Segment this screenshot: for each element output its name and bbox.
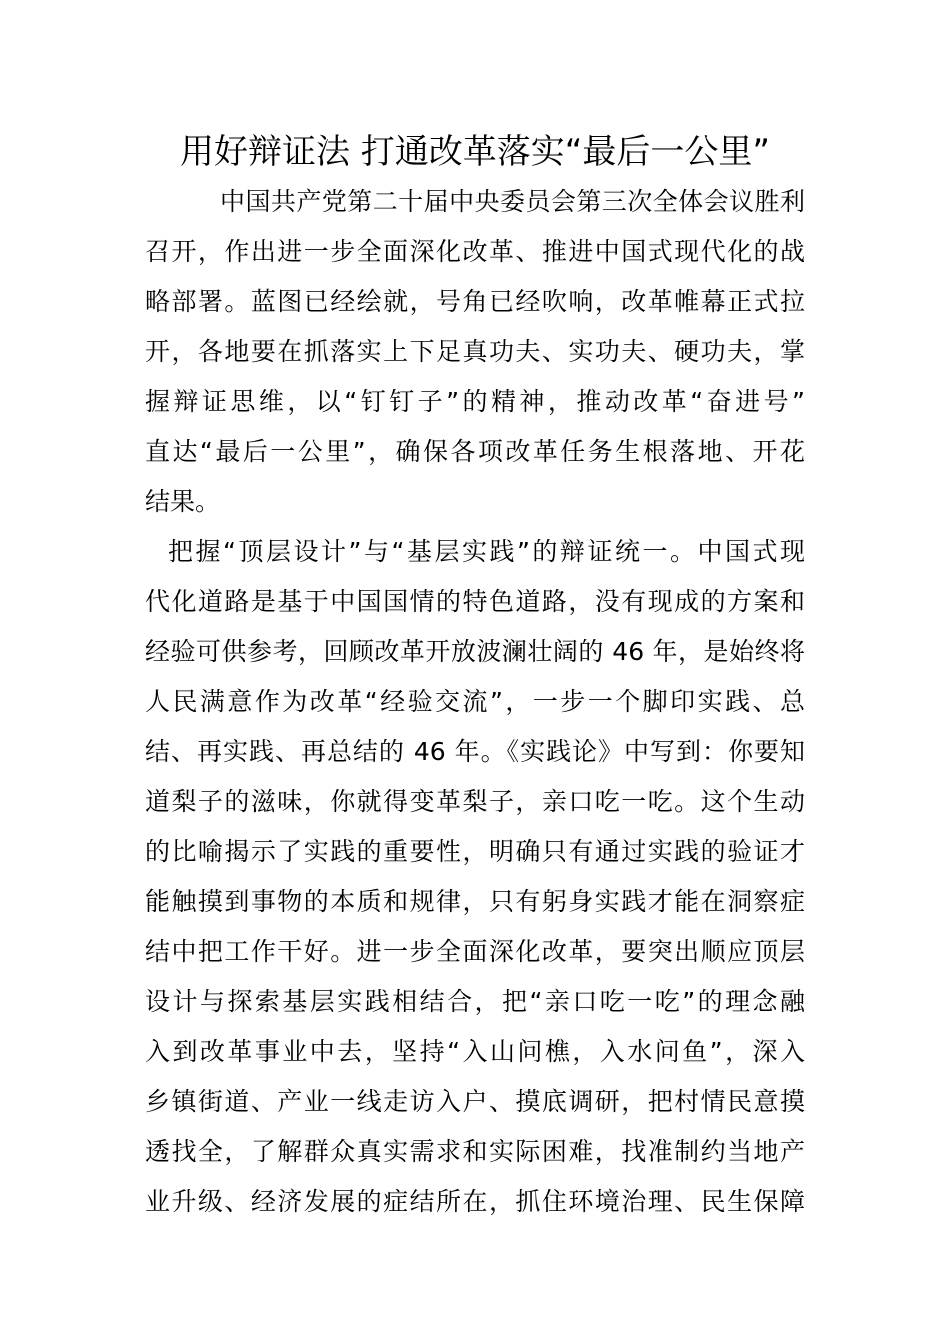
paragraph-2-line-9: 结中把工作干好。进一步全面深化改革，要突出顺应顶层 xyxy=(145,937,805,966)
paragraph-1-line-2: 召开，作出进一步全面深化改革、推进中国式现代化的战 xyxy=(145,237,805,266)
paragraph-2-line-3: 经验可供参考，回顾改革开放波澜壮阔的 46 年，是始终将 xyxy=(145,637,805,666)
paragraph-2-line-10: 设计与探索基层实践相结合，把“亲口吃一吃”的理念融 xyxy=(145,987,805,1016)
paragraph-2-line-6: 道梨子的滋味，你就得变革梨子，亲口吃一吃。这个生动 xyxy=(145,787,805,816)
paragraph-1-line-3: 略部署。蓝图已经绘就，号角已经吹响，改革帷幕正式拉 xyxy=(145,287,805,316)
paragraph-2-line-5: 结、再实践、再总结的 46 年。《实践论》中写到：你要知 xyxy=(145,737,805,766)
paragraph-2-line-1: 把握“顶层设计”与“基层实践”的辩证统一。中国式现 xyxy=(168,537,805,566)
paragraph-1-line-5: 握辩证思维，以“钉钉子”的精神，推动改革“奋进号” xyxy=(145,387,805,416)
paragraph-2-line-2: 代化道路是基于中国国情的特色道路，没有现成的方案和 xyxy=(145,587,805,616)
paragraph-2-line-13: 透找全，了解群众真实需求和实际困难，找准制约当地产 xyxy=(145,1137,805,1166)
paragraph-2-line-11: 入到改革事业中去，坚持“入山问樵，入水问鱼”，深入 xyxy=(145,1037,805,1066)
paragraph-1-line-4: 开，各地要在抓落实上下足真功夫、实功夫、硬功夫，掌 xyxy=(145,337,805,366)
paragraph-1-line-6: 直达“最后一公里”，确保各项改革任务生根落地、开花 xyxy=(145,437,805,466)
paragraph-2-line-8: 能触摸到事物的本质和规律，只有躬身实践才能在洞察症 xyxy=(145,887,805,916)
paragraph-2-line-12: 乡镇街道、产业一线走访入户、摸底调研，把村情民意摸 xyxy=(145,1087,805,1116)
paragraph-2-line-4: 人民满意作为改革“经验交流”，一步一个脚印实践、总 xyxy=(145,687,805,716)
paragraph-2-line-7: 的比喻揭示了实践的重要性，明确只有通过实践的验证才 xyxy=(145,837,805,866)
paragraph-1-line-7: 结果。 xyxy=(145,487,221,516)
paragraph-2-line-14: 业升级、经济发展的症结所在，抓住环境治理、民生保障 xyxy=(145,1187,805,1216)
paragraph-1-line-1: 中国共产党第二十届中央委员会第三次全体会议胜利 xyxy=(220,187,805,216)
document-title: 用好辩证法 打通改革落实“最后一公里” xyxy=(179,132,771,172)
